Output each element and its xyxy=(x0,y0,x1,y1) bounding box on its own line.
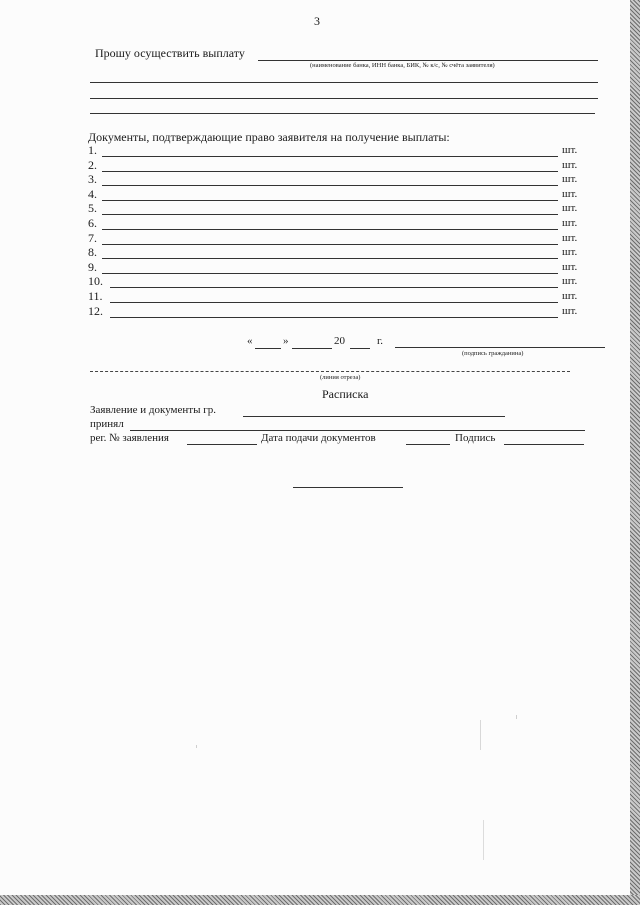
document-item-number: 2. xyxy=(88,158,97,172)
document-item-number: 4. xyxy=(88,187,97,201)
document-item-field xyxy=(102,214,558,215)
document-item-unit: шт. xyxy=(562,246,578,258)
receipt-sign-label: Подпись xyxy=(455,432,496,444)
page-number: 3 xyxy=(314,14,320,28)
document-item-unit: шт. xyxy=(562,275,578,287)
scan-artifact xyxy=(480,720,481,750)
document-item-number: 12. xyxy=(88,304,103,318)
document-item-number: 3. xyxy=(88,172,97,186)
receipt-line2-label: принял xyxy=(90,418,124,430)
document-item-number: 5. xyxy=(88,201,97,215)
document-item-unit: шт. xyxy=(562,305,578,317)
document-item-number: 11. xyxy=(88,289,103,303)
document-item-number: 1. xyxy=(88,143,97,157)
receipt-date-label: Дата подачи документов xyxy=(261,432,376,444)
receipt-title: Расписка xyxy=(322,387,369,401)
document-item-unit: шт. xyxy=(562,188,578,200)
document-item-unit: шт. xyxy=(562,159,578,171)
payment-request-line xyxy=(258,60,598,61)
document-item-unit: шт. xyxy=(562,202,578,214)
payment-request-caption: (наименование банка, ИНН банка, БИК, № к/с, № счёта заявителя) xyxy=(310,62,495,69)
date-open-quote: « xyxy=(247,335,253,347)
receipt-line2-field xyxy=(130,430,585,431)
date-year-suffix: г. xyxy=(377,335,384,347)
payment-line-4 xyxy=(90,113,595,114)
payment-request-label: Прошу осуществить выплату xyxy=(95,46,245,60)
document-item-unit: шт. xyxy=(562,217,578,229)
signature-caption: (подпись гражданина) xyxy=(462,350,524,357)
document-item-field xyxy=(102,229,558,230)
document-item-field xyxy=(102,273,558,274)
document-item-unit: шт. xyxy=(562,173,578,185)
date-month-line xyxy=(292,348,332,349)
cut-line-caption: (линия отреза) xyxy=(320,374,361,381)
document-item-number: 9. xyxy=(88,260,97,274)
document-item-field xyxy=(110,302,558,303)
document-item-unit: шт. xyxy=(562,232,578,244)
document-item-field xyxy=(102,258,558,259)
receipt-date-field xyxy=(406,444,450,445)
scan-edge-bottom xyxy=(0,895,640,905)
end-separator xyxy=(293,487,403,488)
document-item-field xyxy=(102,185,558,186)
document-item-field xyxy=(102,244,558,245)
signature-line xyxy=(395,347,605,348)
date-year-prefix: 20 xyxy=(334,335,345,347)
document-item-field xyxy=(102,171,558,172)
receipt-line1-label: Заявление и документы гр. xyxy=(90,404,216,416)
document-item-field xyxy=(102,156,558,157)
cut-line xyxy=(90,371,570,372)
documents-heading: Документы, подтверждающие право заявителя на получение выплаты: xyxy=(88,130,450,144)
payment-line-3 xyxy=(90,98,598,99)
receipt-reg-field xyxy=(187,444,257,445)
document-item-number: 6. xyxy=(88,216,97,230)
scan-artifact xyxy=(516,715,517,719)
document-item-field xyxy=(110,287,558,288)
receipt-sign-field xyxy=(504,444,584,445)
receipt-line1-field xyxy=(243,416,505,417)
date-year-line xyxy=(350,348,370,349)
receipt-reg-label: рег. № заявления xyxy=(90,432,169,444)
document-item-field xyxy=(102,200,558,201)
scan-artifact xyxy=(483,820,484,860)
document-item-unit: шт. xyxy=(562,144,578,156)
date-close-quote: » xyxy=(283,335,289,347)
payment-line-2 xyxy=(90,82,598,83)
document-item-unit: шт. xyxy=(562,290,578,302)
document-item-number: 7. xyxy=(88,231,97,245)
document-item-number: 8. xyxy=(88,245,97,259)
document-item-number: 10. xyxy=(88,274,103,288)
date-day-line xyxy=(255,348,281,349)
document-item-unit: шт. xyxy=(562,261,578,273)
scan-artifact xyxy=(196,745,197,748)
document-item-field xyxy=(110,317,558,318)
scan-edge-right xyxy=(630,0,640,905)
